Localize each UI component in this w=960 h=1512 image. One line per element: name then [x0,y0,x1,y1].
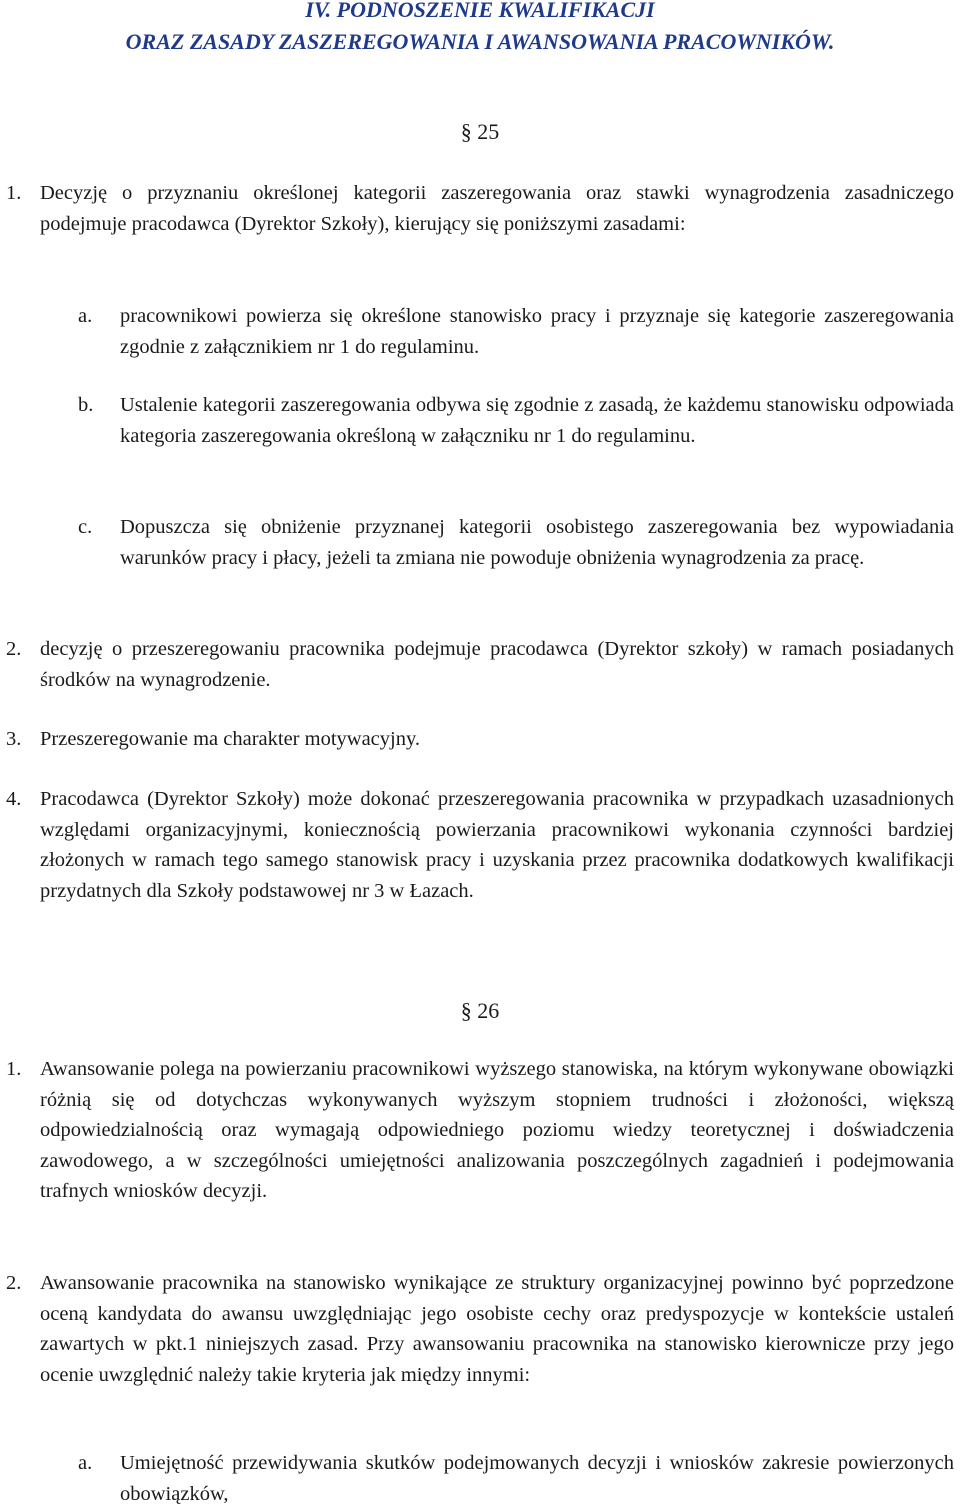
item-text: Decyzję o przyznaniu określonej kategorii zaszeregowania oraz stawki wynagrodzenia zasadniczego podejmuje pracodawca (Dyrektor Szkoły), kierujący się poniższymi zasadami: [40,182,954,235]
item-text: pracownikowi powierza się określone stanowisko pracy i przyznaje się kategorie zaszeregowania zgodnie z załącznikiem nr 1 do regulaminu. [120,305,954,358]
item-text: Dopuszcza się obniżenie przyznanej kategorii osobistego zaszeregowania bez wypowiadania warunków pracy i płacy, jeżeli ta zmiana nie powoduje obniżenia wynagrodzenia za pracę. [120,516,954,569]
chapter-header [0,0,960,58]
item-text: Awansowanie polega na powierzaniu pracownikowi wyższego stanowiska, na którym wykonywane obowiązki różnią się od dotychczas wykonywanych wyższym stopniem trudności i złożoności, większą odpowiedzialnością oraz wymagają odpowiedniego poziomu wiedzy teoretycznej i doświadczenia zawodowego, a w szczególności umiejętności analizowania poszczególnych zagadnień i podejmowania trafnych wniosków decyzji. [40,1058,954,1202]
paragraph-item [0,784,960,938]
item-text: Pracodawca (Dyrektor Szkoły) może dokonać przeszeregowania pracownika w przypadkach uzasadnionych względami organizacyjnymi, koniecznością powierzania pracownikowi wykonania czynności bardziej złożonych w ramach tego samego stanowisk pracy i uzyskania przez pracownika dodatkowych kwalifikacji przydatnych dla Szkoły podstawowej nr 3 w Łazach. [40,788,954,902]
item-letter: a. [78,1452,93,1474]
item-number: 2. [6,1272,22,1294]
paragraph-item [0,634,960,696]
subparagraph-item [0,301,960,363]
paragraph-item [0,724,960,755]
subparagraph-item [0,1448,960,1510]
item-number: 4. [6,788,22,810]
paragraph-item [0,1268,960,1422]
item-letter: a. [78,305,93,327]
subparagraph-item [0,390,960,482]
item-letter: b. [78,394,94,416]
chapter-title-line-2: ORAZ ZASADY ZASZEREGOWANIA I AWANSOWANIA PRACOWNIKÓW. [125,29,835,54]
paragraph-item [0,178,960,270]
paragraph-item [0,1054,960,1238]
chapter-title-line-1: IV. PODNOSZENIE KWALIFIKACJI [305,0,655,22]
item-letter: c. [78,516,93,538]
item-number: 2. [6,638,22,660]
item-number: 1. [6,1058,22,1080]
item-text: Przeszeregowanie ma charakter motywacyjny. [40,728,421,750]
item-text: Umiejętność przewidywania skutków podejmowanych decyzji i wniosków zakresie powierzonych obowiązków, [120,1452,954,1505]
subparagraph-item [0,512,960,604]
item-text: Ustalenie kategorii zaszeregowania odbywa się zgodnie z zasadą, że każdemu stanowisku odpowiada kategoria zaszeregowania określoną w załączniku nr 1 do regulaminu. [120,394,954,447]
section-heading-25: § 25 [460,119,500,144]
item-number: 3. [6,728,22,750]
item-text: decyzję o przeszeregowaniu pracownika podejmuje pracodawca (Dyrektor szkoły) w ramach posiadanych środków na wynagrodzenie. [40,638,954,691]
item-text: Awansowanie pracownika na stanowisko wynikające ze struktury organizacyjnej powinno być poprzedzone oceną kandydata do awansu uwzględniając jego osobiste cechy oraz predyspozycje w kontekście ustaleń zawartych w pkt.1 niniejszych zasad. Przy awansowaniu pracownika na stanowisko kierownicze przy jego ocenie uwzględnić należy takie kryteria jak między innymi: [40,1272,954,1386]
section-heading-26: § 26 [460,998,500,1023]
item-number: 1. [6,182,22,204]
